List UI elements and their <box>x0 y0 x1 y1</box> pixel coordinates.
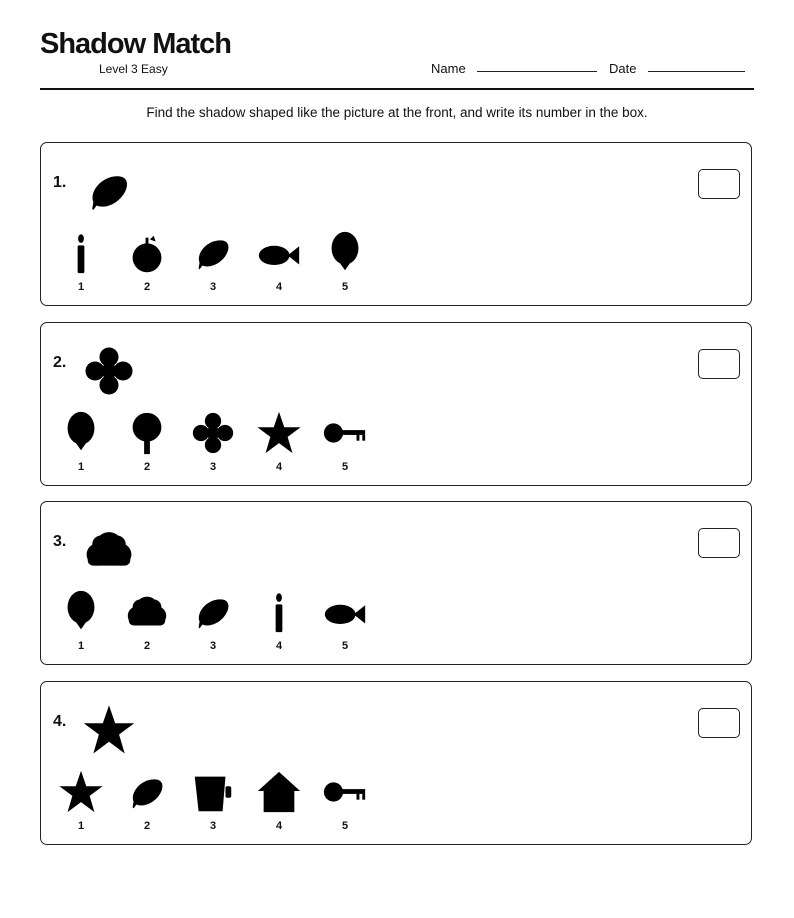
option-number: 3 <box>209 281 217 293</box>
option-number: 4 <box>275 461 283 473</box>
shadow-option <box>249 764 309 836</box>
shadow-option <box>117 405 177 477</box>
answer-box[interactable] <box>698 528 740 558</box>
option-number: 4 <box>275 820 283 832</box>
option-number: 5 <box>341 281 349 293</box>
target-cloud-icon <box>81 522 137 578</box>
option-number: 4 <box>275 281 283 293</box>
question-number: 2. <box>53 354 67 371</box>
answer-box[interactable] <box>698 169 740 199</box>
option-number: 5 <box>341 820 349 832</box>
shadow-option <box>183 405 243 477</box>
option-number: 1 <box>77 640 85 652</box>
star-icon <box>255 409 303 457</box>
question-number: 4. <box>53 713 67 730</box>
shadow-option <box>183 584 243 656</box>
leaf-icon <box>123 768 171 816</box>
leaf-icon <box>189 588 237 636</box>
option-number: 2 <box>143 820 151 832</box>
shadow-option <box>315 225 375 297</box>
candle-icon <box>57 229 105 277</box>
name-label: Name <box>431 61 466 76</box>
apple-icon <box>123 229 171 277</box>
shadow-option <box>117 225 177 297</box>
flower-icon <box>189 409 237 457</box>
star-icon <box>57 768 105 816</box>
shadow-option <box>51 405 111 477</box>
cloud-icon <box>123 588 171 636</box>
option-number: 1 <box>77 461 85 473</box>
header-divider <box>40 88 754 90</box>
option-number: 1 <box>77 820 85 832</box>
shadow-option <box>183 225 243 297</box>
shadow-option <box>249 584 309 656</box>
question-card <box>40 501 752 665</box>
balloon-icon <box>57 588 105 636</box>
question-number: 3. <box>53 533 67 550</box>
candle-icon <box>255 588 303 636</box>
question-card <box>40 322 752 486</box>
shadow-option <box>315 584 375 656</box>
key-icon <box>321 409 369 457</box>
leaf-icon <box>189 229 237 277</box>
option-number: 2 <box>143 461 151 473</box>
shadow-option <box>249 405 309 477</box>
shadow-option <box>315 764 375 836</box>
mug-icon <box>189 768 237 816</box>
fish-icon <box>255 229 303 277</box>
option-number: 3 <box>209 461 217 473</box>
tree-icon <box>123 409 171 457</box>
target-flower-icon <box>81 343 137 399</box>
shadow-option <box>183 764 243 836</box>
answer-box[interactable] <box>698 349 740 379</box>
option-number: 5 <box>341 461 349 473</box>
target-leaf-icon <box>81 163 137 219</box>
house-icon <box>255 768 303 816</box>
shadow-option <box>315 405 375 477</box>
shadow-option <box>51 225 111 297</box>
name-field[interactable] <box>477 71 597 72</box>
question-number: 1. <box>53 174 67 191</box>
option-number: 1 <box>77 281 85 293</box>
key-icon <box>321 768 369 816</box>
target-star-icon <box>81 702 137 758</box>
shadow-option <box>117 764 177 836</box>
question-card <box>40 681 752 845</box>
balloon-icon <box>321 229 369 277</box>
instructions: Find the shadow shaped like the picture at the front, and write its number in the box. <box>146 105 648 120</box>
option-number: 2 <box>143 281 151 293</box>
shadow-option <box>117 584 177 656</box>
option-number: 3 <box>209 820 217 832</box>
balloon-icon <box>57 409 105 457</box>
date-label: Date <box>609 61 637 76</box>
option-number: 3 <box>209 640 217 652</box>
shadow-option <box>51 584 111 656</box>
option-number: 5 <box>341 640 349 652</box>
question-card <box>40 142 752 306</box>
date-field[interactable] <box>648 71 745 72</box>
answer-box[interactable] <box>698 708 740 738</box>
shadow-option <box>249 225 309 297</box>
option-number: 2 <box>143 640 151 652</box>
option-number: 4 <box>275 640 283 652</box>
page-title: Shadow Match <box>40 28 232 60</box>
page-subtitle: Level 3 Easy <box>99 62 168 76</box>
fish-icon <box>321 588 369 636</box>
shadow-option <box>51 764 111 836</box>
